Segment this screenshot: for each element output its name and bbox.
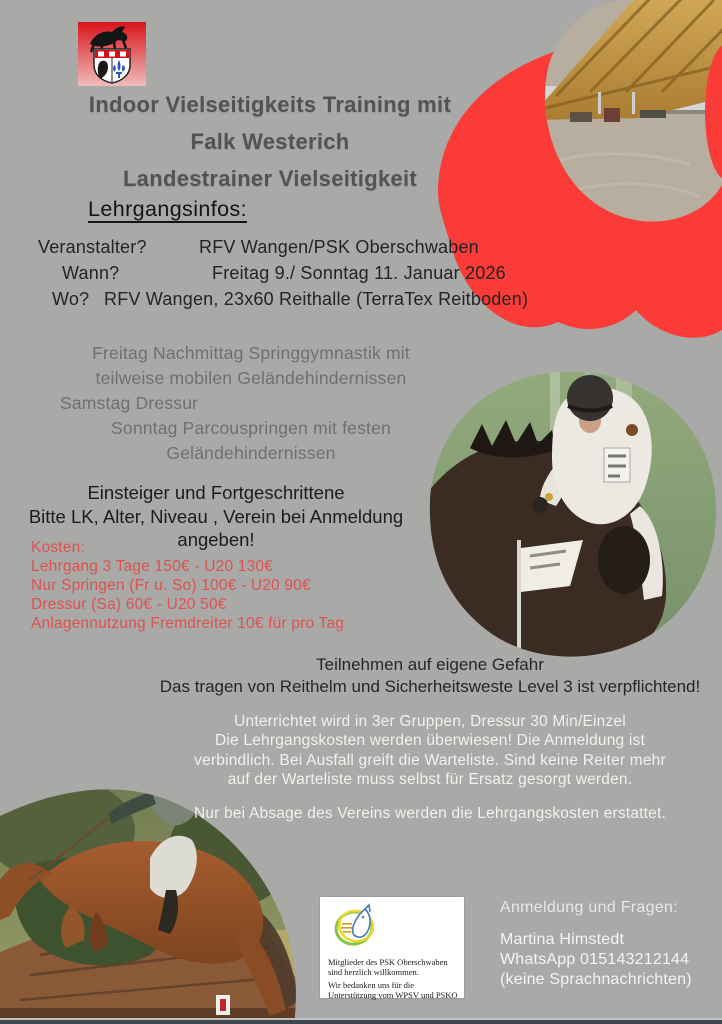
schedule-line: Sonntag Parcouspringen mit festen	[111, 418, 391, 438]
sponsor-box	[320, 897, 464, 998]
club-crest-icon	[78, 22, 146, 86]
bottom-bar	[0, 1018, 722, 1024]
cost-item: Nur Springen (Fr u. So) 100€ - U20 90€	[31, 577, 311, 594]
contact-note: (keine Sprachnachrichten)	[500, 971, 692, 988]
cost-item: Lehrgang 3 Tage 150€ - U20 130€	[31, 558, 274, 575]
info-value-wo: RFV Wangen, 23x60 Reithalle (TerraTex Reitboden)	[104, 289, 529, 309]
page-title	[18, 86, 522, 197]
organization-line: verbindlich. Bei Ausfall greift die Warteliste. Sind keine Reiter mehr	[194, 751, 666, 769]
contact-name: Martina Himstedt	[500, 931, 625, 948]
info-label-wo: Wo?	[52, 289, 90, 309]
rider-photo	[424, 365, 722, 665]
sponsor-horse-logo-icon	[332, 903, 380, 951]
refund-line: Nur bei Absage des Vereins werden die Lehrgangskosten erstattet.	[193, 805, 667, 822]
organization-line: Unterrichtet wird in 3er Gruppen, Dressur 30 Min/Einzel	[234, 713, 626, 730]
costs-heading: Kosten:	[31, 539, 85, 556]
schedule-line: teilweise mobilen Geländehindernissen	[95, 368, 407, 388]
disclaimer-block	[120, 654, 722, 698]
organization-line: Die Lehrgangskosten werden überwiesen! Die Anmeldung ist	[215, 732, 645, 750]
schedule-line: Freitag Nachmittag Springgymnastik mit	[92, 343, 410, 363]
organization-block	[150, 712, 710, 790]
cost-item: Anlagennutzung Fremdreiter 10€ für pro Tag	[31, 615, 345, 632]
schedule-line: Geländehindernissen	[166, 443, 336, 463]
cost-item: Dressur (Sa) 60€ - U20 50€	[31, 596, 227, 613]
title-line-2: Falk Westerich	[190, 129, 350, 154]
schedule-line: Samstag Dressur	[60, 393, 199, 413]
title-line-1: Indoor Vielseitigkeits Training mit	[88, 92, 452, 117]
schedule-block	[42, 341, 460, 466]
disclaimer-line: Das tragen von Reithelm und Sicherheitsweste Level 3 ist verpflichtend!	[159, 677, 701, 696]
participants-line: Einsteiger und Fortgeschrittene	[87, 482, 345, 503]
sponsor-text-line: Wir bedanken uns für die Unterstützung vom WPSV und PSKO	[328, 980, 458, 1000]
organization-line: auf der Warteliste muss selbst für Ersatz gesorgt werden.	[227, 771, 633, 789]
infos-heading: Lehrgangsinfos:	[88, 197, 247, 221]
disclaimer-line: Teilnehmen auf eigene Gefahr	[316, 655, 544, 674]
sponsor-text-line: Mitglieder des PSK Oberschwaben sind herzlich willkommen.	[328, 957, 448, 977]
contact-whatsapp: WhatsApp 015143212144	[500, 951, 690, 968]
costs-block	[31, 538, 344, 633]
participants-line: Bitte LK, Alter, Niveau , Verein bei Anmeldung angeben!	[28, 505, 404, 550]
info-value-veranstalter: RFV Wangen/PSK Oberschwaben	[199, 237, 479, 257]
info-label-veranstalter: Veranstalter?	[38, 237, 147, 257]
title-line-3: Landestrainer Vielseitigkeit	[122, 166, 418, 191]
info-label-wann: Wann?	[62, 263, 120, 283]
contact-heading: Anmeldung und Fragen:	[500, 899, 678, 916]
sponsor-text	[328, 957, 459, 1003]
info-value-wann: Freitag 9./ Sonntag 11. Januar 2026	[212, 263, 506, 283]
